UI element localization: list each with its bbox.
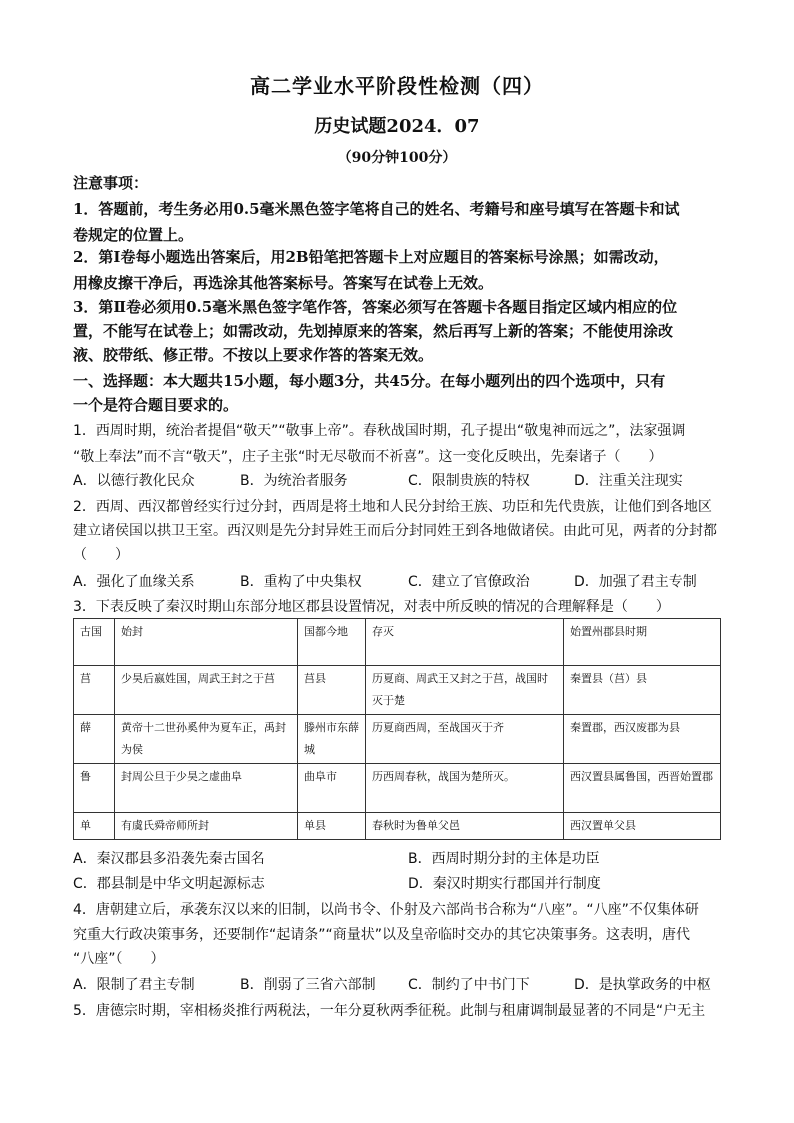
question-3-option-c[interactable]: C．郡县制是中华文明起源标志 bbox=[73, 876, 265, 892]
question-4-option-a[interactable]: A．限制了君主专制 bbox=[73, 977, 195, 993]
question-4-option-d[interactable]: D．是执掌政务的中枢 bbox=[574, 977, 711, 993]
table-header-cell: 古国 bbox=[74, 619, 115, 666]
table-cell: 春秋时为鲁单父邑 bbox=[366, 813, 564, 840]
question-2-option-d[interactable]: D．加强了君主专制 bbox=[574, 574, 697, 590]
notice-line: 液、胶带纸、修正带。不按以上要求作答的答案无效。 bbox=[73, 346, 434, 364]
question-2-option-a[interactable]: A．强化了血缘关系 bbox=[73, 574, 195, 590]
table-header-cell: 始置州郡县时期 bbox=[564, 619, 721, 666]
table-cell: 秦置县（莒）县 bbox=[564, 666, 721, 715]
question-1-stem: “敬上奉法”而不言“敬天”，庄子主张“时无尽敬而不祈喜”。这一变化反映出，先秦诸子（ ） bbox=[73, 449, 663, 465]
question-1-option-a[interactable]: A．以德行教化民众 bbox=[73, 473, 195, 489]
table-header-cell: 国都今地 bbox=[298, 619, 366, 666]
question-1-option-c[interactable]: C．限制贵族的特权 bbox=[408, 473, 530, 489]
question-3-option-b[interactable]: B．西周时期分封的主体是功臣 bbox=[408, 851, 600, 867]
notice-line: 3．第Ⅱ卷必须用0.5毫米黑色签字笔作答，答案必须写在答题卡各题目指定区域内相应的位 bbox=[73, 298, 678, 316]
table-header-row bbox=[74, 619, 721, 666]
notice-line: 用橡皮擦干净后，再选涂其他答案标号。答案写在试卷上无效。 bbox=[73, 274, 494, 292]
question-5-stem: 5．唐德宗时期，宰相杨炎推行两税法，一年分夏秋两季征税。此制与租庸调制最显著的不同是“户无主 bbox=[73, 1003, 706, 1019]
question-3-option-a[interactable]: A．秦汉郡县多沿袭先秦古国名 bbox=[73, 851, 265, 867]
table-cell: 曲阜市 bbox=[298, 764, 366, 813]
notice-line: 置，不能写在试卷上；如需改动，先划掉原来的答案，然后再写上新的答案；不能使用涂改 bbox=[73, 322, 674, 340]
exam-subtitle: 历史试题2024．07 bbox=[314, 116, 480, 137]
table-cell: 历夏商、周武王又封之于莒，战国时灭于楚 bbox=[366, 666, 564, 715]
table-cell: 西汉置县属鲁国，西晋始置郡 bbox=[564, 764, 721, 813]
table-cell: 秦置郡，西汉废郡为县 bbox=[564, 715, 721, 764]
question-1-stem: 1．西周时期，统治者提倡“敬天”“敬事上帝”。春秋战国时期，孔子提出“敬鬼神而远之”，法家强调 bbox=[73, 423, 686, 439]
table-cell: 滕州市东薛城 bbox=[298, 715, 366, 764]
question-2-stem: （ ） bbox=[73, 547, 129, 563]
table-cell: 封周公旦于少昊之虚曲阜 bbox=[115, 764, 298, 813]
table-row bbox=[74, 764, 721, 813]
question-3-option-d[interactable]: D．秦汉时期实行郡国并行制度 bbox=[408, 876, 601, 892]
question-2-option-b[interactable]: B．重构了中央集权 bbox=[240, 574, 362, 590]
table-cell: 有虞氏舜帝师所封 bbox=[115, 813, 298, 840]
notice-line: 2．第Ⅰ卷每小题选出答案后，用2B铅笔把答题卡上对应题目的答案标号涂黑；如需改动， bbox=[73, 248, 669, 266]
notice-line: 1．答题前，考生务必用0.5毫米黑色签字笔将自己的姓名、考籍号和座号填写在答题卡和试 bbox=[73, 200, 680, 218]
question-4-stem: 究重大行政决策事务，还要制作“起请条”“商量状”以及皇帝临时交办的其它决策事务。这表明，唐代 bbox=[73, 927, 691, 943]
question-4-option-b[interactable]: B．削弱了三省六部制 bbox=[240, 977, 376, 993]
table-row bbox=[74, 813, 721, 840]
table-cell: 西汉置单父县 bbox=[564, 813, 721, 840]
table-cell: 薛 bbox=[74, 715, 115, 764]
table-cell: 少昊后嬴姓国，周武王封之于莒 bbox=[115, 666, 298, 715]
table-cell: 黄帝十二世孙奚仲为夏车正，禹封为侯 bbox=[115, 715, 298, 764]
question-4-stem: 4．唐朝建立后，承袭东汉以来的旧制，以尚书令、仆射及六部尚书合称为“八座”。“八座”不仅集体研 bbox=[73, 902, 699, 918]
section-heading: 一、选择题：本大题共15小题，每小题3分，共45分。在每小题列出的四个选项中，只有 bbox=[73, 372, 666, 390]
exam-duration: （90分钟100分） bbox=[337, 150, 457, 166]
question-2-stem: 2．西周、西汉都曾经实行过分封，西周是将土地和人民分封给王族、功臣和先代贵族，让他们到各地区 bbox=[73, 499, 712, 515]
question-4-option-c[interactable]: C．制约了中书门下 bbox=[408, 977, 530, 993]
table-cell: 鲁 bbox=[74, 764, 115, 813]
table-cell: 历夏商西周，至战国灭于齐 bbox=[366, 715, 564, 764]
table-row bbox=[74, 666, 721, 715]
question-2-option-c[interactable]: C．建立了官僚政治 bbox=[408, 574, 530, 590]
table-cell: 单县 bbox=[298, 813, 366, 840]
table-header-cell: 始封 bbox=[115, 619, 298, 666]
question-2-stem: 建立诸侯国以拱卫王室。西汉则是先分封异姓王而后分封同姓王到各地做诸侯。由此可见，两者的分封都 bbox=[73, 523, 717, 539]
table-cell: 历西周春秋，战国为楚所灭。 bbox=[366, 764, 564, 813]
section-heading: 一个是符合题目要求的。 bbox=[73, 396, 239, 414]
notice-heading: 注意事项： bbox=[73, 174, 149, 192]
question-4-stem: “八座”（ ） bbox=[73, 951, 165, 967]
table-cell: 单 bbox=[74, 813, 115, 840]
table-cell: 莒县 bbox=[298, 666, 366, 715]
question-1-option-b[interactable]: B．为统治者服务 bbox=[240, 473, 348, 489]
exam-title: 高二学业水平阶段性检测（四） bbox=[250, 74, 544, 98]
notice-line: 卷规定的位置上。 bbox=[73, 226, 194, 244]
table-header-cell: 存灭 bbox=[366, 619, 564, 666]
question-3-stem: 3．下表反映了秦汉时期山东部分地区郡县设置情况，对表中所反映的情况的合理解释是（ ） bbox=[73, 599, 670, 615]
question-1-option-d[interactable]: D．注重关注现实 bbox=[574, 473, 683, 489]
table-row bbox=[74, 715, 721, 764]
county-table bbox=[73, 618, 721, 840]
table-cell: 莒 bbox=[74, 666, 115, 715]
